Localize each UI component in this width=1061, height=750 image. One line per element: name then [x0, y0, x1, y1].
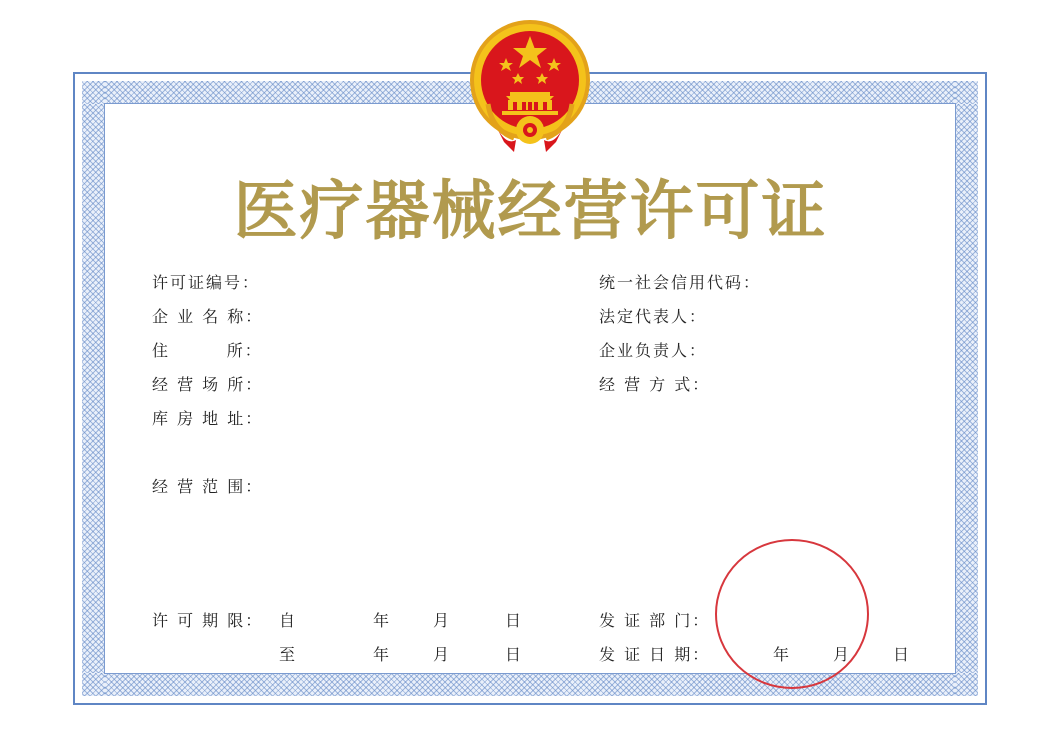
seal-circle	[713, 537, 871, 691]
validity-from-month: 月	[433, 611, 452, 630]
warehouse-address-label: 库 房 地 址：	[152, 409, 264, 428]
issue-year: 年	[773, 645, 792, 664]
residence-label: 住 所：	[152, 341, 263, 360]
company-principal-label: 企业负责人：	[599, 341, 708, 360]
issuing-department-label: 发 证 部 门：	[599, 611, 711, 630]
legal-representative-label: 法定代表人：	[599, 307, 708, 326]
business-premises-label: 经 营 场 所：	[152, 375, 264, 394]
national-emblem	[466, 18, 594, 158]
validity-to-year: 年	[373, 645, 392, 664]
company-name-label: 企 业 名 称：	[152, 307, 264, 326]
validity-to-month: 月	[433, 645, 452, 664]
license-number-label: 许可证编号：	[152, 273, 261, 292]
validity-from-day: 日	[505, 611, 524, 630]
issue-day: 日	[893, 645, 912, 664]
validity-to-day: 日	[505, 645, 524, 664]
credit-code-label: 统一社会信用代码：	[599, 273, 762, 292]
validity-from: 自	[279, 611, 298, 630]
validity-from-year: 年	[373, 611, 392, 630]
certificate-title: 医疗器械经营许可证	[233, 174, 828, 249]
validity-label: 许 可 期 限：	[152, 611, 264, 630]
business-mode-label: 经 营 方 式：	[599, 375, 711, 394]
issue-month: 月	[833, 645, 852, 664]
validity-to: 至	[279, 645, 298, 664]
issue-date-label: 发 证 日 期：	[599, 645, 711, 664]
business-scope-label: 经 营 范 围：	[152, 477, 264, 496]
